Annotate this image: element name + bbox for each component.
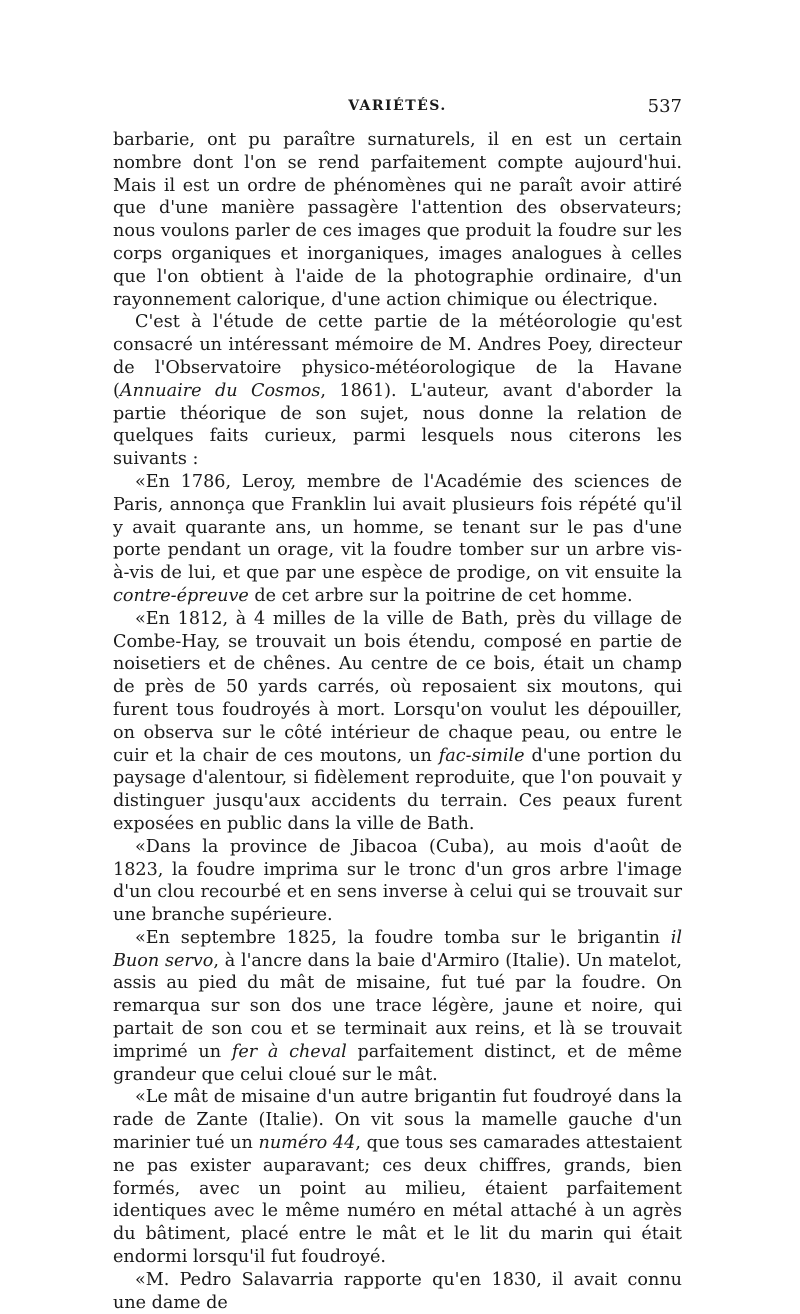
page-number: 537 xyxy=(647,96,682,117)
paragraph-p6 xyxy=(113,927,682,1087)
italic-text: fac-simile xyxy=(438,745,525,766)
paragraph-p5 xyxy=(113,836,682,927)
text-run: «En 1812, à 4 milles de la ville de Bath, près du village de Combe-Hay, se trouvait un bois étendu, composé en partie de noisetiers et de chênes. Au centre de ce bois, était un champ de près de 50 yards carrés, où reposaient six moutons, qui furent tous foudroyés à mort. Lorsqu'on voulut les dépouiller, on observa sur le côté intérieur de chaque peau, ou entre le cuir et la chair de ces moutons, un xyxy=(113,608,682,766)
paragraph-p1 xyxy=(113,129,682,311)
running-title: VARIÉTÉS. xyxy=(348,98,447,114)
text-run: , que tous ses camarades attestaient ne pas exister auparavant; ces deux chiffres, grands, bien formés, avec un point au milieu, étaient parfaitement identiques avec le même numéro en métal attaché à un agrès du bâtiment, placé entre le mât et le lit du marin qui était endormi lorsqu'il fut foudroyé. xyxy=(113,1133,682,1268)
page-header xyxy=(113,98,682,122)
italic-text: numéro 44 xyxy=(258,1133,356,1154)
italic-text: fer à cheval xyxy=(231,1041,347,1062)
text-run: , 1861). L'auteur, avant d'aborder la partie théorique de son sujet, nous donne la relation de quelques faits curieux, parmi lesquels nous citerons les suivants : xyxy=(113,380,682,470)
text-run: «Dans la province de Jibacoa (Cuba), au mois d'août de 1823, la foudre imprima sur le tronc d'un gros arbre l'image d'un clou recourbé et en sens inverse à celui qui se trouvait sur une branche supérieure. xyxy=(113,836,682,926)
text-run: «En 1786, Leroy, membre de l'Académie des sciences de Paris, annonça que Franklin lui avait plusieurs fois répété qu'il y avait quarante ans, un homme, se tenant sur le pas d'une porte pendant un orage, vit la foudre tomber sur un arbre vis-à-vis de lui, et que par une espèce de prodige, on vit ensuite la xyxy=(113,471,682,584)
paragraph-p3 xyxy=(113,471,682,608)
paragraph-p7 xyxy=(113,1086,682,1268)
text-run: C'est à l'étude de cette partie de la météorologie qu'est consacré un intéressant mémoire de M. Andres Poey, directeur de l'Observatoire physico-météorologique de la Havane ( xyxy=(113,312,682,401)
text-run: «En septembre 1825, la foudre tomba sur le brigantin xyxy=(135,927,671,948)
italic-text: il Buon servo xyxy=(113,927,682,971)
italic-text: Annuaire du Cosmos xyxy=(119,380,321,401)
paragraph-p2 xyxy=(113,311,682,471)
text-run: de cet arbre sur la poitrine de cet homme. xyxy=(248,585,633,606)
text-run: «Le mât de misaine d'un autre brigantin fut foudroyé dans la rade de Zante (Italie). On vit sous la mamelle gauche d'un marinier tué un xyxy=(113,1087,682,1154)
text-run: barbarie, ont pu paraître surnaturels, il en est un certain nombre dont l'on se rend parfaitement compte aujourd'hui. Mais il est un ordre de phénomènes qui ne paraît avoir attiré que d'une manière passagère l'attention des observateurs; nous voulons parler de ces images que produit la foudre sur les corps organiques et inorganiques, images analogues à celles que l'on obtient à l'aide de la photographie ordinaire, d'un rayonnement calorique, d'une action chimique ou électrique. xyxy=(113,130,682,310)
text-run: d'une portion du paysage d'alentour, si fidèlement reproduite, que l'on pouvait y distinguer jusqu'aux accidents du terrain. Ces peaux furent exposées en public dans la ville de Bath. xyxy=(113,745,682,834)
text-run: parfaitement distinct, et de même grandeur que celui cloué sur le mât. xyxy=(113,1041,682,1085)
paragraph-p8 xyxy=(113,1269,682,1314)
body-text xyxy=(113,129,682,1314)
text-run: , à l'ancre dans la baie d'Armiro (Italie). Un matelot, assis au pied du mât de misaine, fut tué par la foudre. On remarqua sur son dos une trace légère, jaune et noire, qui partait de son cou et se terminait aux reins, et là se trouvait imprimé un xyxy=(113,950,682,1062)
text-run: «M. Pedro Salavarria rapporte qu'en 1830, il avait connu une dame de xyxy=(113,1269,682,1313)
italic-text: contre-épreuve xyxy=(113,585,249,606)
paragraph-p4 xyxy=(113,608,682,836)
